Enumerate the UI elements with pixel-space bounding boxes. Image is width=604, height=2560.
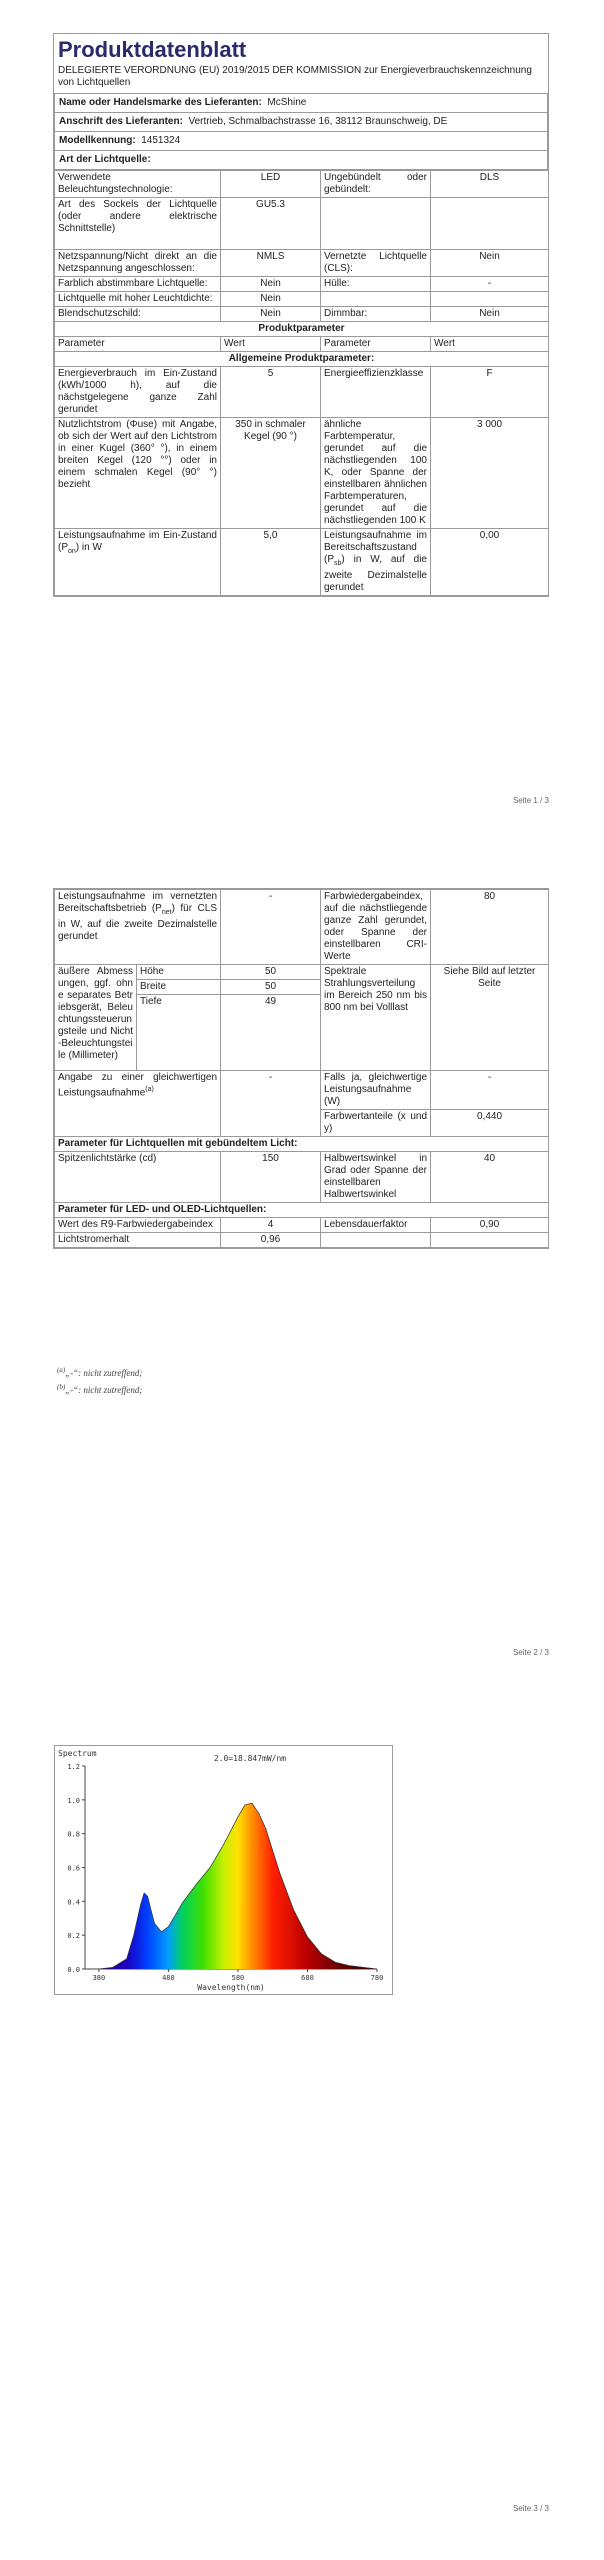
model-value: 1451324 [141,135,181,146]
envelope-label: Hülle: [321,277,431,292]
product-parameters-heading: Produktparameter [55,322,549,337]
luminous-flux-label: Nutzlichtstrom (Φuse) mit Angabe, ob sich der Wert auf den Lichtstrom in einer Kugel (360° °), in einem breiten Kegel (120 °°) oder in einem schmalen Kegel (90° °) bezieht [55,418,221,529]
technology-value: LED [221,171,321,198]
empty-cell [321,1233,431,1248]
regulation-text: DELEGIERTE VERORDNUNG (EU) 2019/2015 DER KOMMISSION zur Energieverbrauchskennzeichnung von Lichtquellen [58,65,532,88]
socket-label: Art des Sockels der Lichtquelle (oder andere elektrische Schnittstelle) [55,198,221,250]
supplier-row [55,94,548,113]
model-row [55,132,548,151]
light-source-type-table [54,170,549,596]
color-temperature-value: 3 000 [431,418,549,529]
address-value: Vertrieb, Schmalbachstrasse 16, 38112 Braunschweig, DE [188,116,448,127]
cri-label: Farbwiedergabeindex, auf die nächstliegende ganze Zahl gerundet, oder Spanne der einstellbaren CRI-Werte [321,890,431,965]
spectral-distribution-label: Spektrale Strahlungsverteilung im Bereich 250 nm bis 800 nm bei Volllast [321,965,431,1071]
empty-cell [431,198,549,250]
equivalent-power-value: - [221,1071,321,1137]
socket-value: GU5.3 [221,198,321,250]
networked-standby-power-value: - [221,890,321,965]
luminance-label: Lichtquelle mit hoher Leuchtdichte: [55,292,221,307]
peak-intensity-value: 150 [221,1152,321,1203]
page-number-1: Seite 1 / 3 [512,796,549,805]
cls-value: Nein [431,250,549,277]
page-number-3: Seite 3 / 3 [512,2504,549,2513]
led-parameters-heading: Parameter für LED- und OLED-Lichtquellen: [55,1203,549,1218]
column-header-value-2: Wert [431,337,549,352]
energy-consumption-value: 5 [221,367,321,418]
directional-parameters-heading: Parameter für Lichtquellen mit gebündeltem Licht: [55,1137,549,1152]
footnote-a: $^{(a)}$„-“: nicht zutreffend; [57,1366,143,1378]
chromaticity-label: Farbwertanteile (x und y) [321,1110,431,1137]
cls-label: Vernetzte Lichtquelle (CLS): [321,250,431,277]
address-row [55,113,548,132]
dimmable-label: Dimmbar: [321,307,431,322]
width-label: Breite [137,980,221,995]
empty-cell [431,1233,549,1248]
color-temperature-label: ähnliche Farbtemperatur, gerundet auf die nächstliegenden 100 K, oder Spanne der einstellbaren ähnlichen Farbtemperaturen, gerundet auf die nächstliegenden 100 K [321,418,431,529]
spectrum-area [99,1803,377,1969]
x-tick-label: 480 [162,1974,175,1982]
tunable-value: Nein [221,277,321,292]
y-tick-label: 0.0 [67,1966,80,1974]
networked-standby-power-label: Leistungsaufnahme im vernetzten Bereitschaftsbetrieb $(P_{net})$ für CLS in W, auf die zweite Dezimalstelle gerundet [55,890,221,965]
antiglare-value: Nein [221,307,321,322]
antiglare-label: Blendschutzschild: [55,307,221,322]
empty-cell [431,292,549,307]
dimmable-value: Nein [431,307,549,322]
x-tick-label: 680 [301,1974,314,1982]
on-mode-power-label: Leistungsaufnahme im Ein-Zustand $(P_{on})$ in W [55,529,221,596]
r9-label: Wert des R9-Farbwiedergabeindex [55,1218,221,1233]
luminance-value: Nein [221,292,321,307]
page-number-2: Seite 2 / 3 [512,1648,549,1657]
peak-intensity-label: Spitzenlichtstärke (cd) [55,1152,221,1203]
light-source-type-heading: Art der Lichtquelle: [55,151,548,170]
supplier-table [54,93,548,170]
r9-value: 4 [221,1218,321,1233]
x-tick-label: 780 [370,1974,384,1982]
standby-power-value: 0,00 [431,529,549,596]
column-header-parameter: Parameter [55,337,221,352]
unbundled-label: Ungebündelt oder gebündelt: [321,171,431,198]
datasheet-page-1 [53,33,549,597]
cri-value: 80 [431,890,549,965]
width-value: 50 [221,980,321,995]
parameters-table-continued [54,889,549,1248]
column-header-value: Wert [221,337,321,352]
address-label: Anschrift des Lieferanten: [59,116,183,127]
y-tick-label: 0.6 [67,1864,80,1873]
on-mode-power-value: 5,0 [221,529,321,596]
y-axis-label: Spectrum [58,1749,97,1758]
y-tick-label: 0.8 [67,1830,80,1839]
spectrum-chart [54,1745,393,1995]
y-tick-label: 0.2 [67,1932,80,1941]
luminous-flux-value: 350 in schmaler Kegel (90 °) [221,418,321,529]
equivalent-power-label: Angabe zu einer gleichwertigen Leistungsaufnahme$^{(a)}$ [55,1071,221,1137]
spectral-distribution-value: Siehe Bild auf letzter Seite [431,965,549,1071]
y-tick-label: 1.2 [67,1763,80,1771]
technology-label: Verwendete Beleuchtungstechnologie: [55,171,221,198]
mains-value: NMLS [221,250,321,277]
tunable-label: Farblich abstimmbare Lichtquelle: [55,277,221,292]
y-tick-label: 1.0 [67,1796,80,1805]
model-label: Modellkennung: [59,135,136,146]
equivalent-wattage-label: Falls ja, gleichwertige Leistungsaufnahme (W) [321,1071,431,1110]
envelope-value: - [431,277,549,292]
supplier-value: McShine [267,97,307,108]
height-value: 50 [221,965,321,980]
empty-cell [321,198,431,250]
energy-class-label: Energieeffizienzklasse [321,367,431,418]
equivalent-wattage-value: - [431,1071,549,1110]
unbundled-value: DLS [431,171,549,198]
supplier-label: Name oder Handelsmarke des Lieferanten: [59,97,262,108]
spectrum-chart-svg [55,1746,392,1994]
lumen-maintenance-value: 0,96 [221,1233,321,1248]
depth-value: 49 [221,995,321,1071]
height-label: Höhe [137,965,221,980]
mains-label: Netzspannung/Nicht direkt an die Netzspannung angeschlossen: [55,250,221,277]
standby-power-label: Leistungsaufnahme im Bereitschaftszustand $(P_{sb})$ in W, auf die zweite Dezimalstelle gerundet [321,529,431,596]
footnote-b: $^{(b)}$„-“: nicht zutreffend; [57,1383,143,1395]
depth-label: Tiefe [137,995,221,1071]
beam-angle-value: 40 [431,1152,549,1203]
column-header-parameter-2: Parameter [321,337,431,352]
survival-factor-label: Lebensdauerfaktor [321,1218,431,1233]
chart-title: 2.0=18.847mW/nm [213,1754,287,1763]
document-title: Produktdatenblatt [58,37,247,62]
general-parameters-heading: Allgemeine Produktparameter: [55,352,549,367]
lumen-maintenance-label: Lichtstromerhalt [55,1233,221,1248]
survival-factor-value: 0,90 [431,1218,549,1233]
dimensions-label: äußere Abmessungen, ggf. ohne separates Betriebsgerät, Beleuchtungssteuerungsteile und Nicht-Beleuchtungsteile (Millimeter) [55,965,137,1071]
beam-angle-label: Halbwertswinkel in Grad oder Spanne der einstellbaren Halbwertswinkel [321,1152,431,1203]
x-axis-label: Wavelength(nm) [197,1983,265,1992]
datasheet-page-2 [53,888,549,1249]
empty-cell [321,292,431,307]
energy-consumption-label: Energieverbrauch im Ein-Zustand (kWh/1000 h), auf die nächstgelegene ganze Zahl gerundet [55,367,221,418]
y-tick-label: 0.4 [67,1898,80,1907]
chromaticity-value: 0,440 [431,1110,549,1137]
energy-class-value: F [431,367,549,418]
footnotes [57,1363,142,1397]
x-tick-label: 380 [92,1974,106,1982]
x-tick-label: 580 [231,1974,245,1982]
